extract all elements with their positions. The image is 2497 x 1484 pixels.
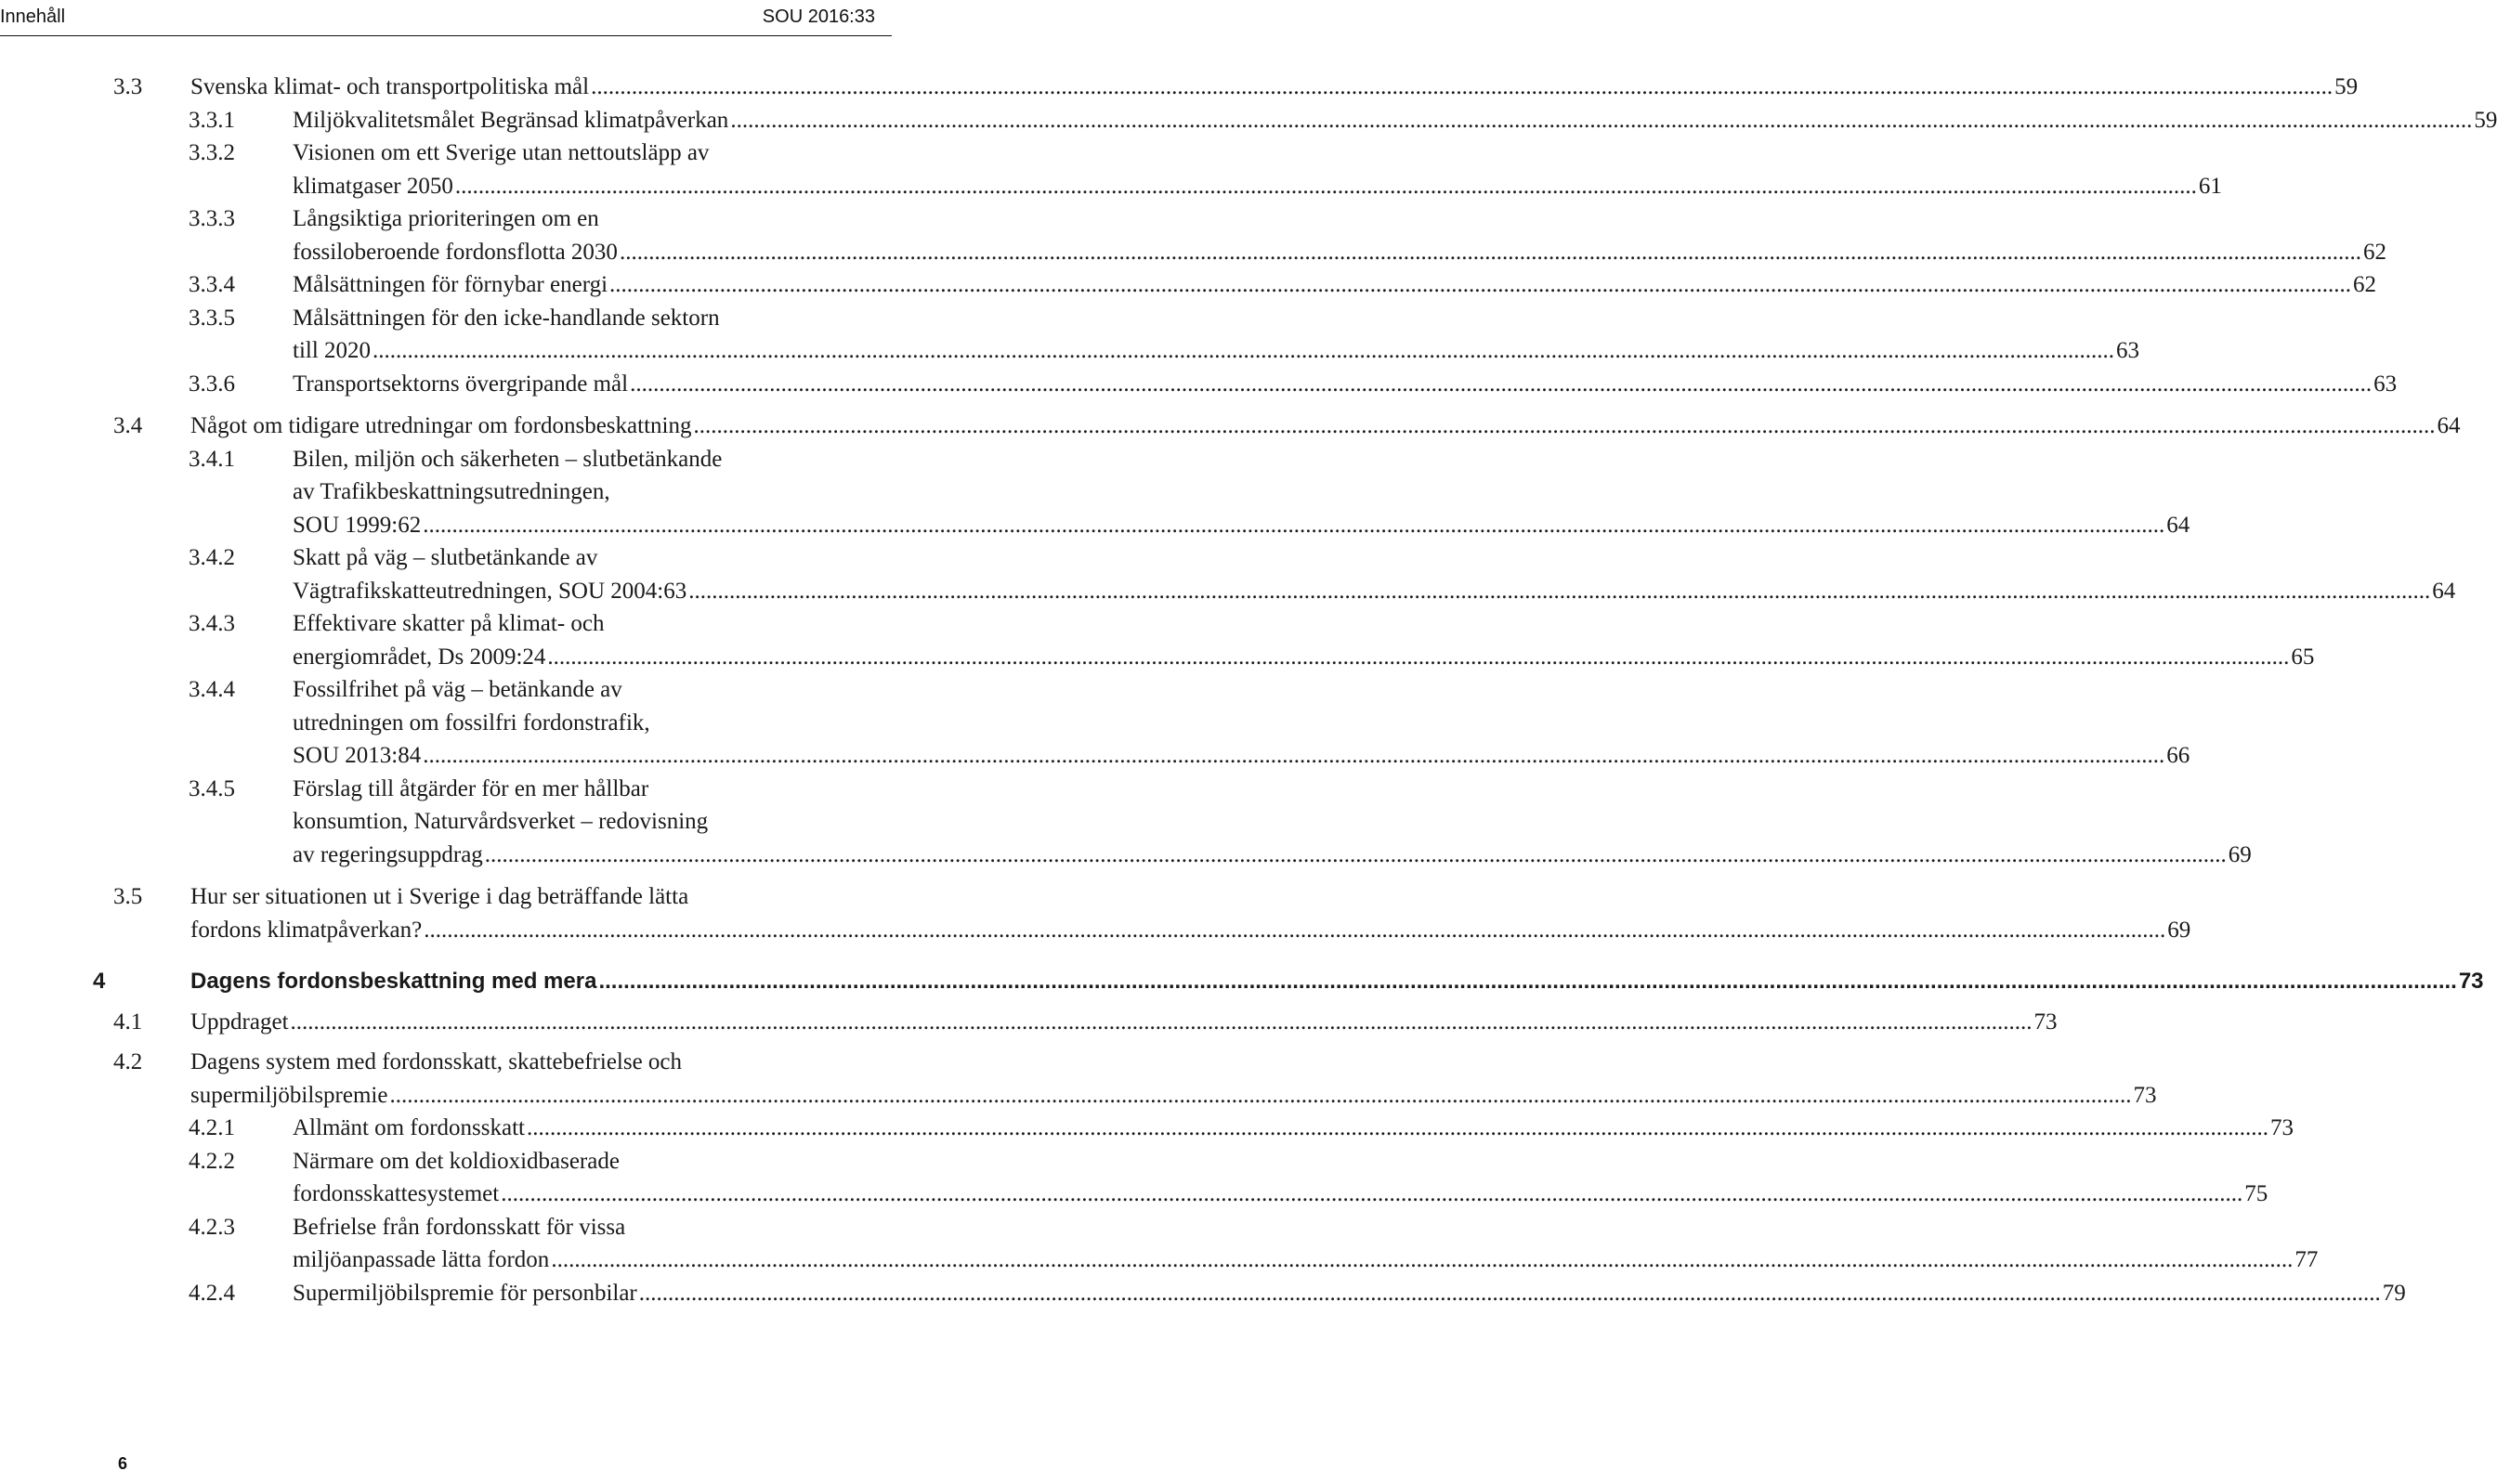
toc-entry-title: Dagens system med fordonsskatt, skattebefrielse och — [190, 1049, 683, 1074]
toc-entry-line — [293, 806, 848, 838]
toc-entry-number: 4 — [93, 969, 106, 994]
toc-entry-title: Supermiljöbilspremie för personbilar — [293, 1280, 637, 1306]
toc-entry-title: Långsiktiga prioriteringen om en — [293, 206, 599, 231]
toc-entry-line — [189, 1212, 848, 1243]
toc-entry-line[interactable] — [189, 1278, 2406, 1309]
dot-leader: ............................................................................................................................................................................................................................................................................................................ — [598, 969, 2457, 994]
toc-entry-line — [189, 203, 848, 235]
toc-entry-line[interactable] — [293, 171, 2222, 202]
toc-entry-line[interactable] — [113, 1007, 2058, 1038]
dot-leader: ............................................................................................................................................................................................................................................................................................................ — [290, 1009, 2033, 1035]
toc-entry-title: Målsättningen för den icke-handlande sektorn — [293, 305, 720, 331]
toc-entry-line — [113, 1047, 848, 1078]
toc-entry-line[interactable] — [293, 237, 2386, 268]
toc-entry-page: 59 — [2474, 107, 2497, 133]
toc-entry-title: SOU 2013:84 — [293, 743, 422, 768]
toc-entry-number: 3.4.4 — [189, 677, 235, 702]
dot-leader: ............................................................................................................................................................................................................................................................................................................ — [591, 74, 2334, 99]
toc-entry-number: 3.3.3 — [189, 206, 235, 231]
toc-entry-title: Fossilfrihet på väg – betänkande av — [293, 677, 622, 702]
toc-entry-line[interactable] — [190, 915, 2191, 946]
toc-entry-title: Visionen om ett Sverige utan nettoutsläpp av — [293, 140, 710, 165]
toc-entry-title: av regeringsuppdrag — [293, 841, 483, 867]
toc-entry-number: 3.3.6 — [189, 371, 235, 397]
toc-entry-number: 3.3.1 — [189, 107, 235, 133]
toc-entry-line[interactable] — [293, 740, 2190, 772]
toc-entry-title: Hur ser situationen ut i Sverige i dag beträffande lätta — [190, 884, 689, 909]
toc-entry-title: Skatt på väg – slutbetänkande av — [293, 545, 598, 570]
toc-entry-title: Förslag till åtgärder för en mer hållbar — [293, 775, 649, 801]
toc-entry-number: 3.3.2 — [189, 140, 235, 165]
toc-entry-number: 3.4.3 — [189, 611, 235, 636]
toc-entry-line — [189, 674, 848, 706]
toc-entry-line — [189, 444, 848, 475]
toc-entry-number: 3.4.5 — [189, 775, 235, 801]
toc-entry-number: 4.2.3 — [189, 1214, 235, 1240]
toc-entry-title: till 2020 — [293, 338, 372, 363]
toc-entry-title: Befrielse från fordonsskatt för vissa — [293, 1214, 626, 1240]
toc-entry-line — [293, 476, 848, 508]
toc-entry-line[interactable] — [189, 269, 2377, 301]
toc-entry-page: 73 — [2133, 1082, 2157, 1108]
toc-entry-title: utredningen om fossilfri fordonstrafik, — [293, 709, 650, 735]
toc-entry-title: konsumtion, Naturvårdsverket – redovisning — [293, 809, 709, 834]
toc-entry-page: 66 — [2166, 743, 2190, 768]
dot-leader: ............................................................................................................................................................................................................................................................................................................ — [609, 272, 2352, 297]
toc-entry-title: Målsättningen för förnybar energi — [293, 272, 608, 297]
toc-entry-number: 3.4 — [113, 413, 143, 438]
dot-leader: ............................................................................................................................................................................................................................................................................................................ — [547, 644, 2290, 670]
dot-leader: ............................................................................................................................................................................................................................................................................................................ — [423, 512, 2165, 538]
header-report-id: SOU 2016:33 — [762, 7, 875, 27]
dot-leader: ............................................................................................................................................................................................................................................................................................................ — [638, 1280, 2381, 1306]
toc-entry-line[interactable] — [293, 840, 2252, 871]
dot-leader: ............................................................................................................................................................................................................................................................................................................ — [423, 743, 2165, 768]
toc-entry-title: Allmänt om fordonsskatt — [293, 1115, 525, 1140]
toc-entry-title: miljöanpassade lätta fordon — [293, 1247, 550, 1272]
dot-leader: ............................................................................................................................................................................................................................................................................................................ — [619, 239, 2361, 265]
toc-entry-page: 62 — [2353, 272, 2377, 297]
page-number: 6 — [118, 1454, 128, 1473]
toc-entry-line[interactable] — [293, 510, 2190, 541]
toc-entry-line[interactable] — [293, 576, 2456, 607]
dot-leader: ............................................................................................................................................................................................................................................................................................................ — [526, 1115, 2268, 1140]
toc-entry-page: 69 — [2167, 917, 2191, 943]
toc-entry-line[interactable] — [189, 369, 2398, 400]
toc-entry-title: Uppdraget — [190, 1009, 289, 1035]
toc-entry-title: Transportsektorns övergripande mål — [293, 371, 629, 397]
dot-leader: ............................................................................................................................................................................................................................................................................................................ — [454, 173, 2197, 199]
header-section-title: Innehåll — [0, 7, 66, 27]
toc-entry-line — [293, 708, 848, 739]
toc-entry-title: energiområdet, Ds 2009:24 — [293, 644, 546, 670]
dot-leader: ............................................................................................................................................................................................................................................................................................................ — [424, 917, 2166, 943]
dot-leader: ............................................................................................................................................................................................................................................................................................................ — [688, 578, 2431, 604]
toc-entry-line[interactable] — [293, 335, 2140, 367]
toc-entry-page: 77 — [2294, 1247, 2319, 1272]
toc-entry-number: 3.4.2 — [189, 545, 235, 570]
toc-entry-number: 3.3.5 — [189, 305, 235, 331]
toc-entry-page: 65 — [2291, 644, 2315, 670]
toc-entry-page: 64 — [2437, 413, 2461, 438]
toc-entry-line — [189, 774, 848, 805]
toc-entry-title: Närmare om det koldioxidbaserade — [293, 1148, 620, 1174]
toc-entry-title: supermiljöbilspremie — [190, 1082, 388, 1108]
toc-entry-title: Svenska klimat- och transportpolitiska mål — [190, 74, 590, 99]
toc-entry-line[interactable] — [93, 966, 2484, 997]
toc-entry-line — [189, 542, 848, 574]
dot-leader: ............................................................................................................................................................................................................................................................................................................ — [693, 413, 2436, 438]
toc-entry-page: 69 — [2228, 841, 2252, 867]
toc-entry-line — [189, 608, 848, 640]
toc-entry-line[interactable] — [293, 642, 2315, 673]
toc-entry-line[interactable] — [293, 1244, 2319, 1276]
toc-entry-line — [189, 1146, 848, 1178]
toc-entry-line — [189, 137, 848, 169]
dot-leader: ............................................................................................................................................................................................................................................................................................................ — [373, 338, 2115, 363]
toc-entry-line[interactable] — [113, 72, 2359, 103]
dot-leader: ............................................................................................................................................................................................................................................................................................................ — [630, 371, 2373, 397]
toc-entry-line[interactable] — [113, 410, 2461, 442]
toc-entry-page: 75 — [2244, 1181, 2268, 1206]
toc-entry-page: 73 — [2269, 1115, 2294, 1140]
toc-entry-line — [189, 303, 848, 334]
toc-entry-line[interactable] — [190, 1080, 2157, 1112]
toc-entry-number: 3.4.1 — [189, 446, 235, 472]
toc-entry-number: 4.2.4 — [189, 1280, 235, 1306]
toc-entry-number: 4.2 — [113, 1049, 143, 1074]
toc-entry-title: fordons klimatpåverkan? — [190, 917, 423, 943]
toc-entry-page: 73 — [2033, 1009, 2058, 1035]
toc-entry-line[interactable] — [189, 1113, 2294, 1144]
toc-entry-page: 64 — [2432, 578, 2456, 604]
toc-entry-number: 4.2.1 — [189, 1115, 235, 1140]
toc-entry-page: 62 — [2362, 239, 2386, 265]
toc-entry-line[interactable] — [293, 1178, 2268, 1210]
toc-entry-number: 3.3 — [113, 74, 143, 99]
dot-leader: ............................................................................................................................................................................................................................................................................................................ — [389, 1082, 2132, 1108]
dot-leader: ............................................................................................................................................................................................................................................................................................................ — [501, 1181, 2243, 1206]
toc-entry-page: 61 — [2198, 173, 2222, 199]
toc-entry-page: 73 — [2458, 969, 2484, 994]
toc-entry-title: Något om tidigare utredningar om fordonsbeskattning — [190, 413, 692, 438]
toc-entry-title: Effektivare skatter på klimat- och — [293, 611, 605, 636]
toc-entry-title: Bilen, miljön och säkerheten – slutbetänkande — [293, 446, 723, 472]
toc-entry-page: 63 — [2116, 338, 2140, 363]
toc-entry-title: klimatgaser 2050 — [293, 173, 453, 199]
toc-entry-number: 4.2.2 — [189, 1148, 235, 1174]
toc-entry-page: 79 — [2382, 1280, 2406, 1306]
toc-entry-number: 4.1 — [113, 1009, 143, 1035]
toc-entry-title: Miljökvalitetsmålet Begränsad klimatpåverkan — [293, 107, 729, 133]
toc-entry-number: 3.5 — [113, 884, 143, 909]
toc-entry-title: SOU 1999:62 — [293, 512, 422, 538]
toc-entry-page: 64 — [2166, 512, 2190, 538]
toc-entry-line[interactable] — [189, 105, 2497, 137]
toc-entry-number: 3.3.4 — [189, 272, 235, 297]
toc-entry-page: 63 — [2373, 371, 2398, 397]
toc-entry-title: av Trafikbeskattningsutredningen, — [293, 479, 610, 504]
toc-entry-line — [113, 881, 848, 913]
dot-leader: ............................................................................................................................................................................................................................................................................................................ — [730, 107, 2473, 133]
toc-entry-title: Dagens fordonsbeskattning med mera — [190, 969, 597, 994]
dot-leader: ............................................................................................................................................................................................................................................................................................................ — [551, 1247, 2294, 1272]
toc-entry-title: fordonsskattesystemet — [293, 1181, 500, 1206]
toc-entry-page: 59 — [2334, 74, 2359, 99]
toc-entry-title: fossiloberoende fordonsflotta 2030 — [293, 239, 618, 265]
dot-leader: ............................................................................................................................................................................................................................................................................................................ — [484, 841, 2227, 867]
toc-entry-title: Vägtrafikskatteutredningen, SOU 2004:63 — [293, 578, 687, 604]
